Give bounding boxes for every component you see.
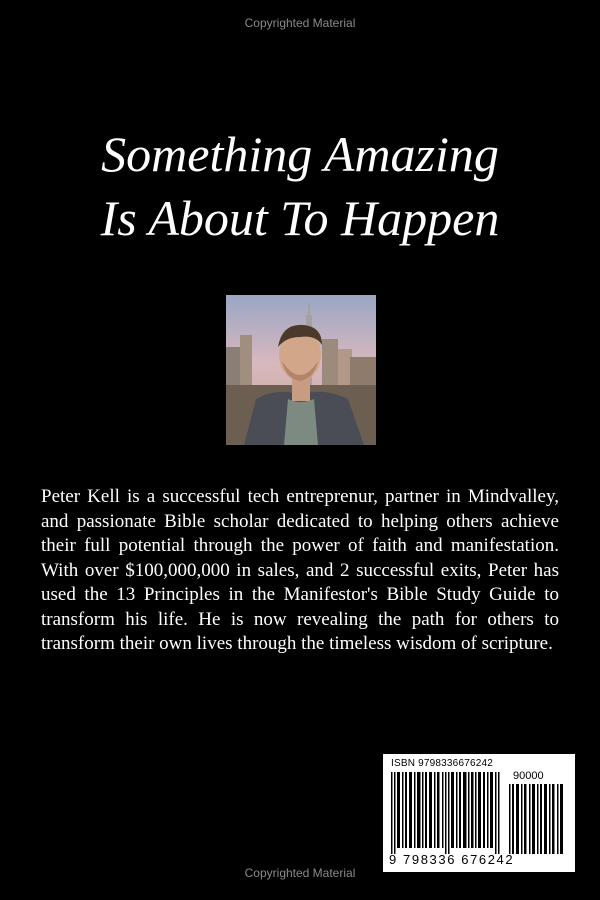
isbn-label: ISBN 9798336676242 <box>391 758 494 769</box>
barcode-bars <box>391 772 503 854</box>
title-line-1: Something Amazing <box>101 126 499 182</box>
price-code: 90000 <box>513 770 544 782</box>
isbn-barcode <box>383 754 575 872</box>
author-photo <box>226 295 376 445</box>
back-cover-title <box>0 122 600 250</box>
barcode-digits: 9 798336 676242 <box>389 852 515 867</box>
copyright-watermark-top: Copyrighted Material <box>244 16 356 30</box>
price-barcode-bars <box>509 784 567 854</box>
author-bio: Peter Kell is a successful tech entreprenur, partner in Mindvalley, and passionate Bible scholar dedicated to helping others achieve their full potential through the power of faith and manifestation. With over $100,000,000 in sales, and 2 successful exits, Peter has used the 13 Principles in the Manifestor's Bible Study Guide to transform his life. He is now revealing the path for others to transform their own lives through the timeless wisdom of scripture. <box>41 486 559 654</box>
copyright-watermark-bottom: Copyrighted Material <box>244 866 356 880</box>
title-line-2: Is About To Happen <box>100 190 500 246</box>
